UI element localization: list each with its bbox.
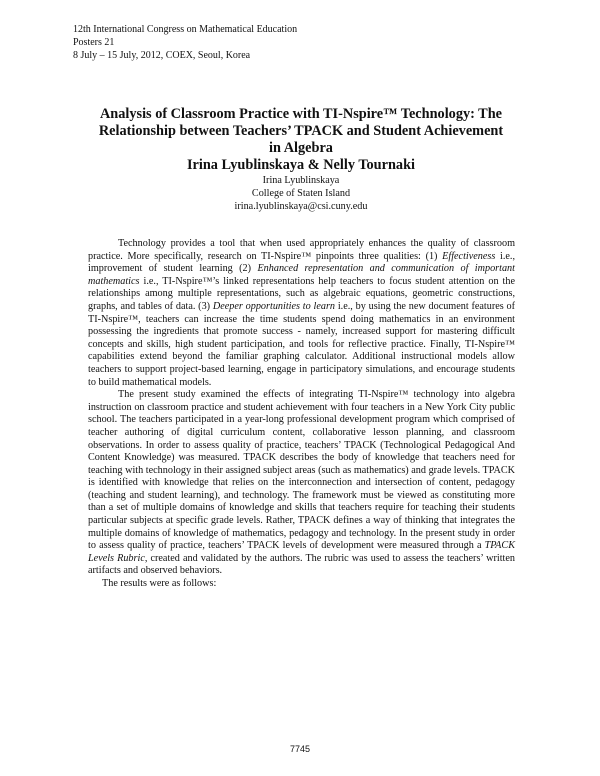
author-affiliation <box>70 174 532 213</box>
emphasis-run: Enhanced representation and communication of important mathematics <box>88 263 515 287</box>
conference-header <box>73 23 297 62</box>
paper-body <box>88 238 515 591</box>
paper-title <box>70 106 532 157</box>
body-paragraph <box>88 238 515 389</box>
title-line: in Algebra <box>269 140 333 156</box>
affiliation-email: irina.lyublinskaya@csi.cuny.edu <box>234 201 368 212</box>
page-number: 7745 <box>289 744 311 754</box>
affiliation-name: Irina Lyublinskaya <box>262 175 340 186</box>
conference-name: 12th International Congress on Mathematical Education <box>73 24 298 35</box>
emphasis-run: Effectiveness <box>442 250 496 262</box>
paper-authors: Irina Lyublinskaya & Nelly Tournaki <box>186 157 416 173</box>
emphasis-run: Deeper opportunities to learn <box>212 300 336 312</box>
text-run: , created and validated by the authors. The rubric was used to assess the teachers’ written artifacts and observed behaviors. <box>88 552 515 577</box>
body-paragraph <box>88 389 515 578</box>
text-run: The present study examined the effects of integrating TI-Nspire™ technology into algebra instruction on classroom practice and student achievement with four teachers in a New York City public school. The teachers participated in a year-long professional development program which comprised of teacher authoring of digital curriculum content, collaborative lesson planning, and classroom observations. In order to assess quality of practice, teachers’ TPACK (Technological Pedagogical And Content Knowledge) was measured. TPACK describes the body of knowledge that teachers need for teaching with technology in their assigned subject areas (such as mathematics) and grade levels. TPACK is identified with knowledge that relies on the interconnection and intersection of content, pedagogy (teaching and student learning), and technology. The framework must be viewed as constituting more than a set of multiple domains of knowledge and skills that teachers require for teaching their students particular subjects at specific grade levels. Rather, TPACK defines a way of thinking that integrates the multiple domains of knowledge of mathematics, pedagogy and technology. In the present study in order to assess quality of practice, teachers’ TPACK levels of development were measured through a <box>88 389 515 552</box>
body-paragraph: The results were as follows: <box>102 578 217 590</box>
affiliation-institution: College of Staten Island <box>251 188 351 199</box>
title-line: Relationship between Teachers’ TPACK and Student Achievement <box>98 123 504 139</box>
emphasis-run: TPACK Levels Rubric <box>88 540 515 564</box>
text-run: Technology provides a tool that when used appropriately enhances the quality of classroom practice. More specifically, research on TI-Nspire™ pinpoints three qualities: (1) <box>88 238 515 262</box>
session-label: Posters 21 <box>73 37 115 48</box>
text-run: i.e., TI-Nspire™’s linked representations help teachers to focus student attention on the relationships among multiple representations, such as algebraic equations, geometric constructions, graphs, and tables of data. (3) <box>88 275 515 312</box>
text-run: i.e., by using the new document features of TI-Nspire™, teachers can increase the time students spend doing mathematics in an environment possessing the ingredients that promote success - namely, increased support for mastering difficult concepts and skills, high student participation, and tools for reflective practice. Finally, TI-Nspire™ capabilities extend beyond the familiar graphing calculator. Additional instructional models allow teachers to support project-based learning, engage in participatory simulations, and encourage students to build mathematical models. <box>88 300 516 388</box>
conference-dates: 8 July – 15 July, 2012, COEX, Seoul, Korea <box>73 50 251 61</box>
title-line: Analysis of Classroom Practice with TI-Nspire™ Technology: The <box>99 106 503 122</box>
title-block <box>70 106 532 213</box>
text-run: i.e., improvement of student learning (2) <box>88 250 516 275</box>
